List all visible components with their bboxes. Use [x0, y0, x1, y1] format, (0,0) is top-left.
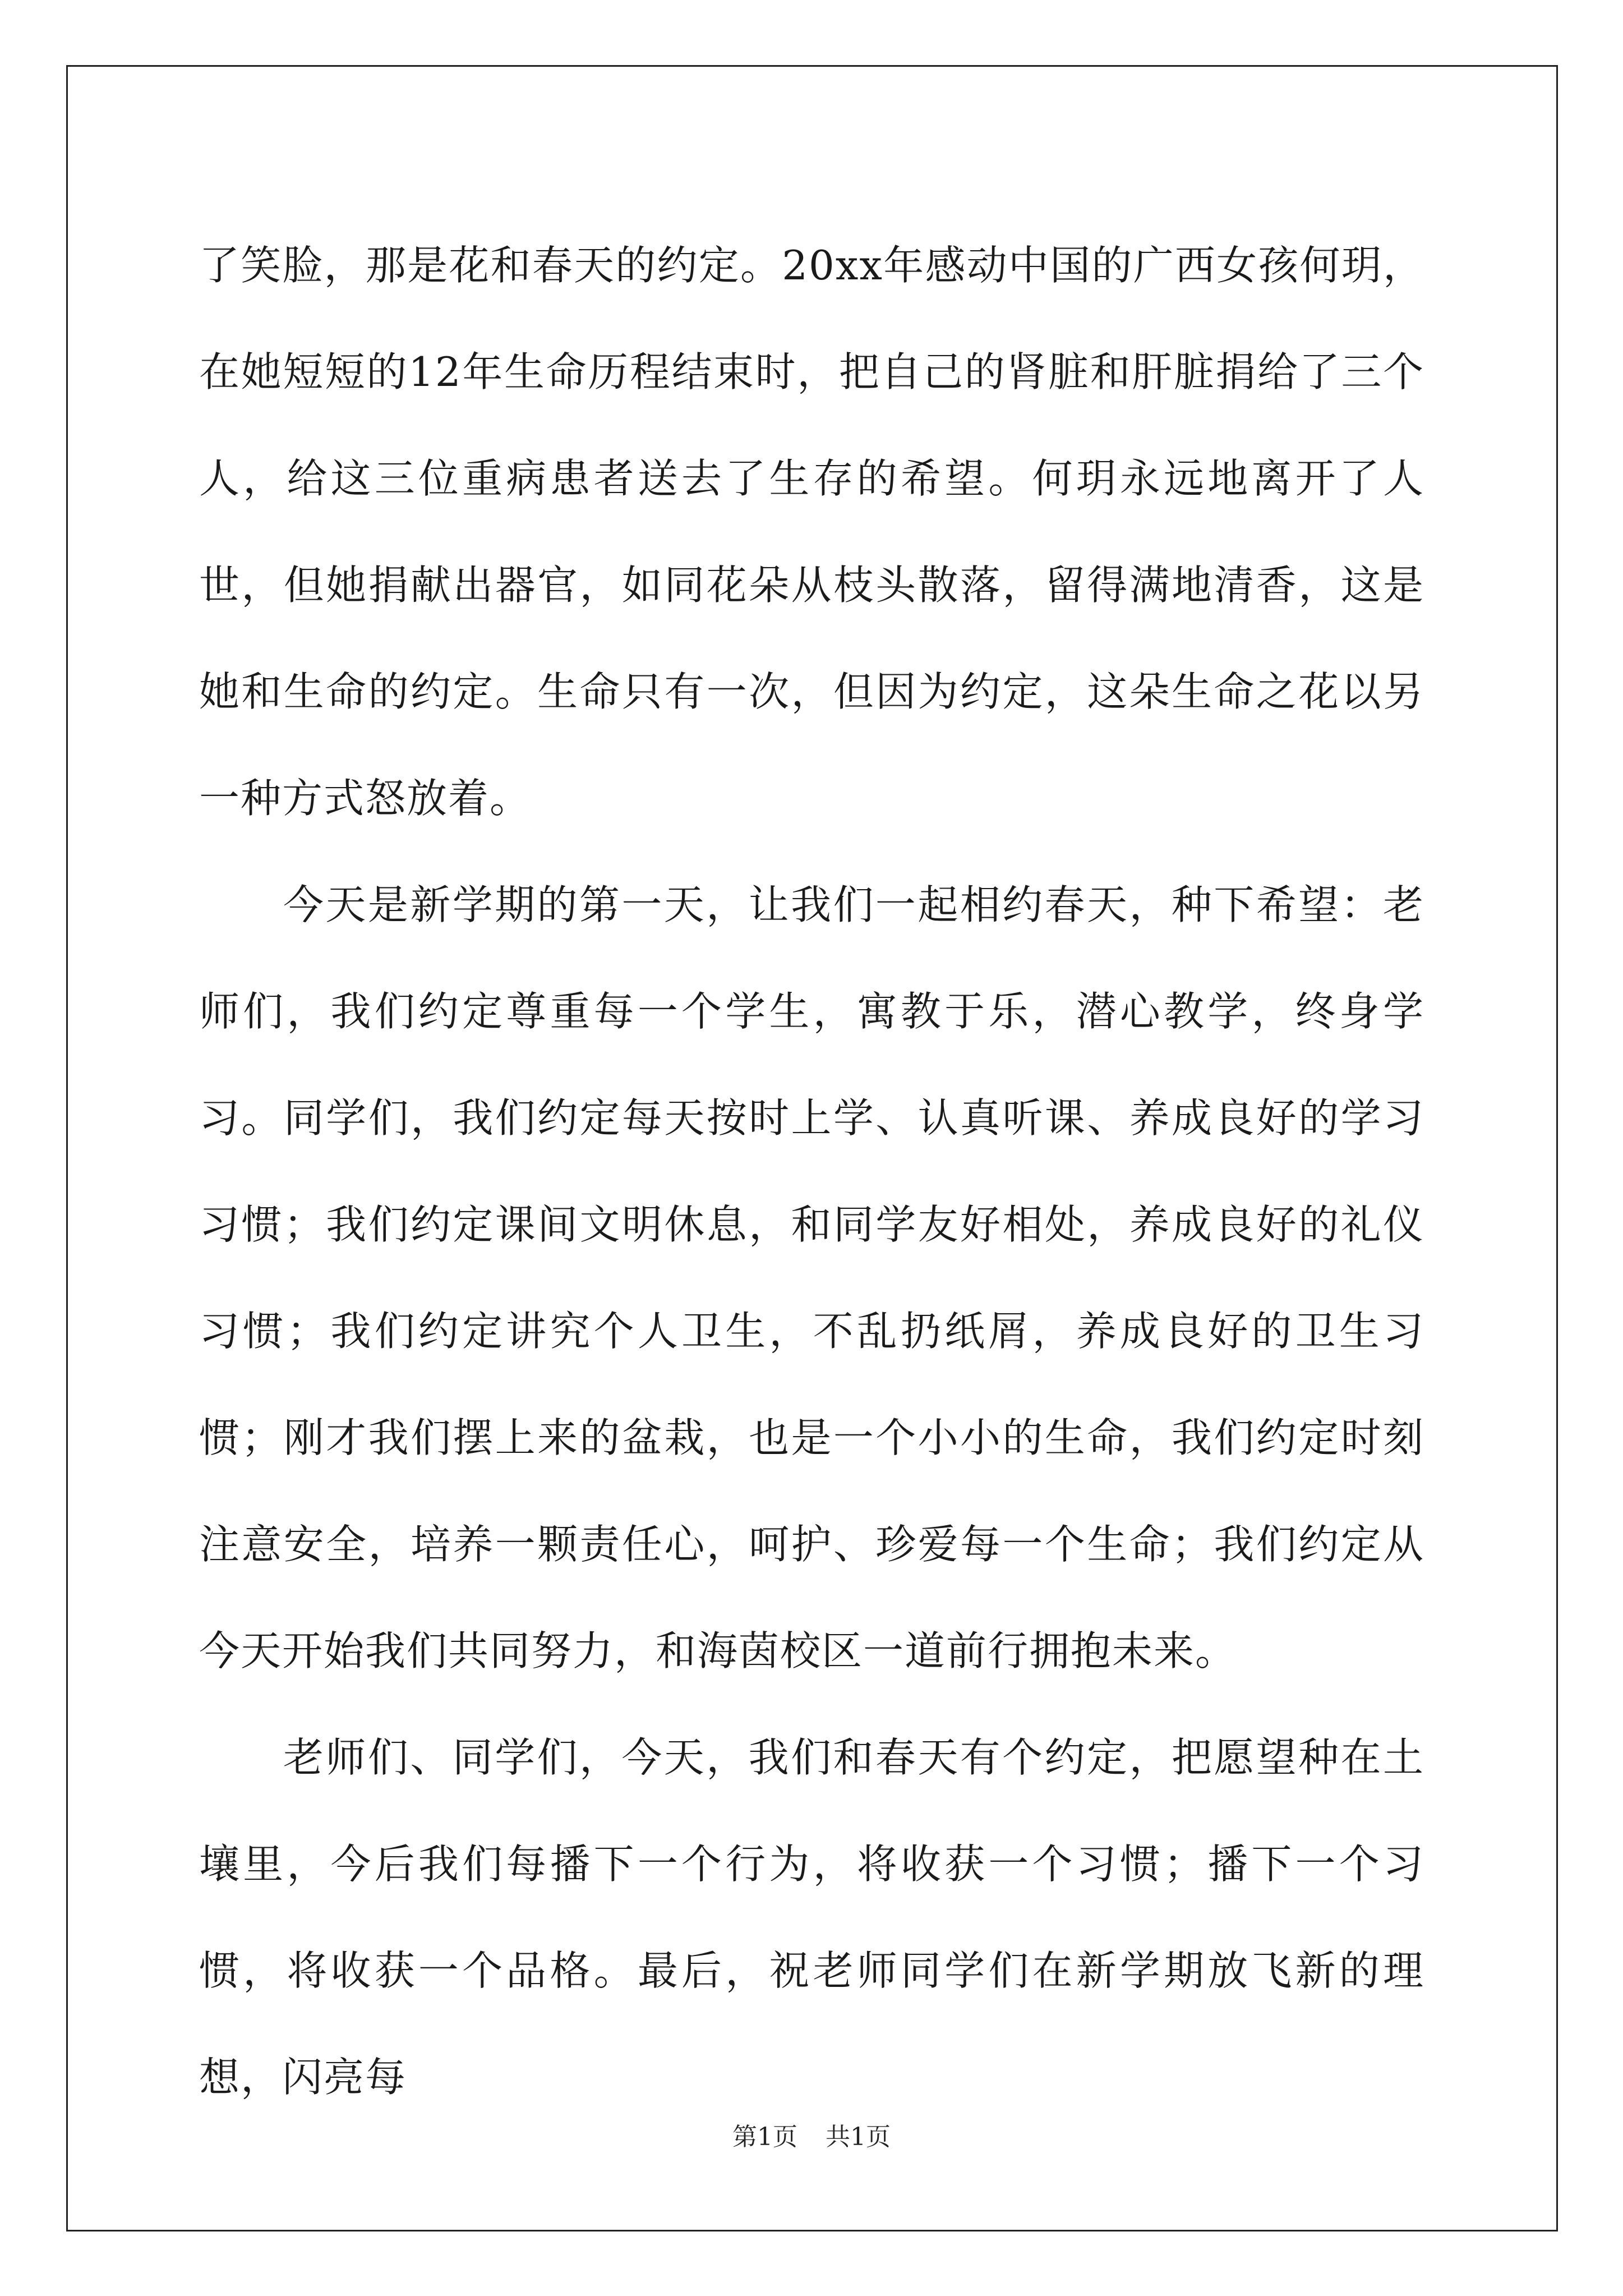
document-body	[199, 212, 1424, 2131]
page-number: 第1页	[732, 2123, 797, 2151]
paragraph-3: 老师们、同学们，今天，我们和春天有个约定，把愿望种在土壤里，今后我们每播下一个行为，将收获一个习惯；播下一个习惯，将收获一个品格。最后，祝老师同学们在新学期放飞新的理想，闪亮每	[199, 1734, 1424, 2101]
paragraph-1: 了笑脸，那是花和春天的约定。20xx年感动中国的广西女孩何玥，在她短短的12年生命历程结束时，把自己的肾脏和肝脏捐给了三个人，给这三位重病患者送去了生存的希望。何玥永远地离开了人世，但她捐献出器官，如同花朵从枝头散落，留得满地清香，这是她和生命的约定。生命只有一次，但因为约定，这朵生命之花以另一种方式怒放着。	[199, 242, 1424, 822]
page-footer	[0, 2120, 1623, 2154]
paragraph-2: 今天是新学期的第一天，让我们一起相约春天，种下希望：老师们，我们约定尊重每一个学生，寓教于乐，潜心教学，终身学习。同学们，我们约定每天按时上学、认真听课、养成良好的学习习惯；我们约定课间文明休息，和同学友好相处，养成良好的礼仪习惯；我们约定讲究个人卫生，不乱扔纸屑，养成良好的卫生习惯；刚才我们摆上来的盆栽，也是一个小小的生命，我们约定时刻注意安全，培养一颗责任心，呵护、珍爱每一个生命；我们约定从今天开始我们共同努力，和海茵校区一道前行拥抱未来。	[199, 881, 1424, 1674]
page-total: 共1页	[826, 2123, 891, 2151]
